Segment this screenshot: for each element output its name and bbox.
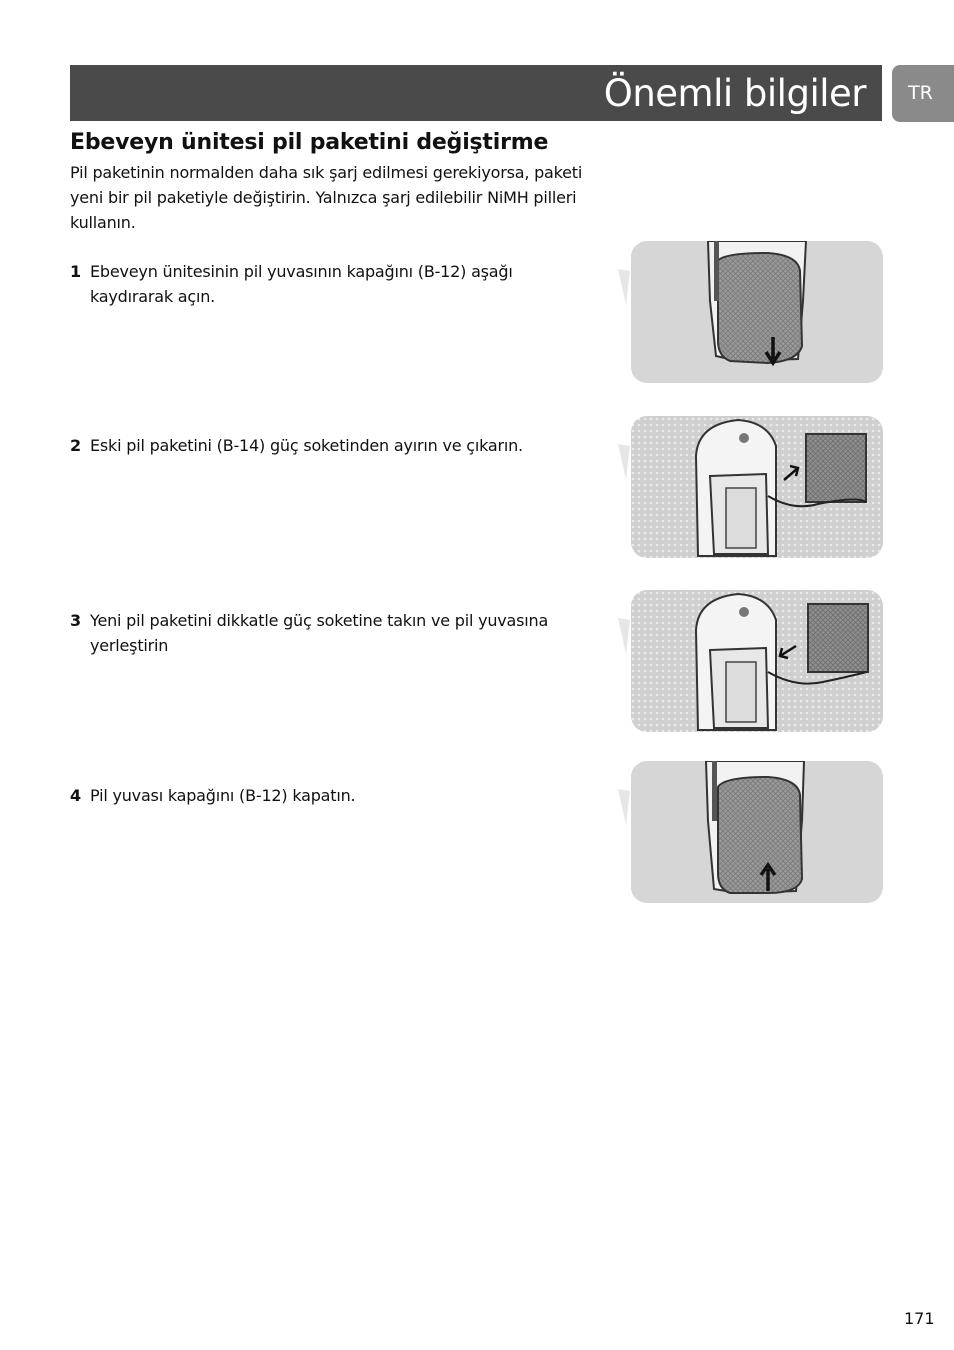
- step-number: 1: [70, 262, 81, 281]
- step-3: [70, 608, 590, 658]
- step-number: 3: [70, 611, 81, 630]
- header-bar: [70, 65, 882, 121]
- page-title: Önemli bilgiler: [603, 72, 866, 115]
- battery-insert-illustration: [618, 590, 884, 732]
- step-2: [70, 433, 590, 458]
- battery-cover-close-illustration: [618, 761, 884, 903]
- step-1: [70, 259, 590, 309]
- step-text: Ebeveyn ünitesinin pil yuvasının kapağını (B-12) aşağı kaydırarak açın.: [90, 262, 513, 306]
- battery-cover-open-illustration: [618, 241, 884, 383]
- page-number: 171: [904, 1309, 935, 1328]
- language-tab: TR: [892, 65, 954, 122]
- section-title: Ebeveyn ünitesi pil paketini değiştirme: [70, 130, 549, 155]
- step-4: [70, 783, 590, 808]
- battery-remove-illustration: [618, 416, 884, 558]
- intro-paragraph: Pil paketinin normalden daha sık şarj edilmesi gerekiyorsa, paketi yeni bir pil paketiyle değiştirin. Yalnızca şarj edilebilir NiMH pilleri kullanın.: [70, 163, 583, 232]
- step-number: 2: [70, 436, 81, 455]
- step-text: Pil yuvası kapağını (B-12) kapatın.: [90, 786, 356, 805]
- step-number: 4: [70, 786, 81, 805]
- step-text: Yeni pil paketini dikkatle güç soketine takın ve pil yuvasına yerleştirin: [90, 611, 549, 655]
- step-text: Eski pil paketini (B-14) güç soketinden ayırın ve çıkarın.: [90, 436, 523, 455]
